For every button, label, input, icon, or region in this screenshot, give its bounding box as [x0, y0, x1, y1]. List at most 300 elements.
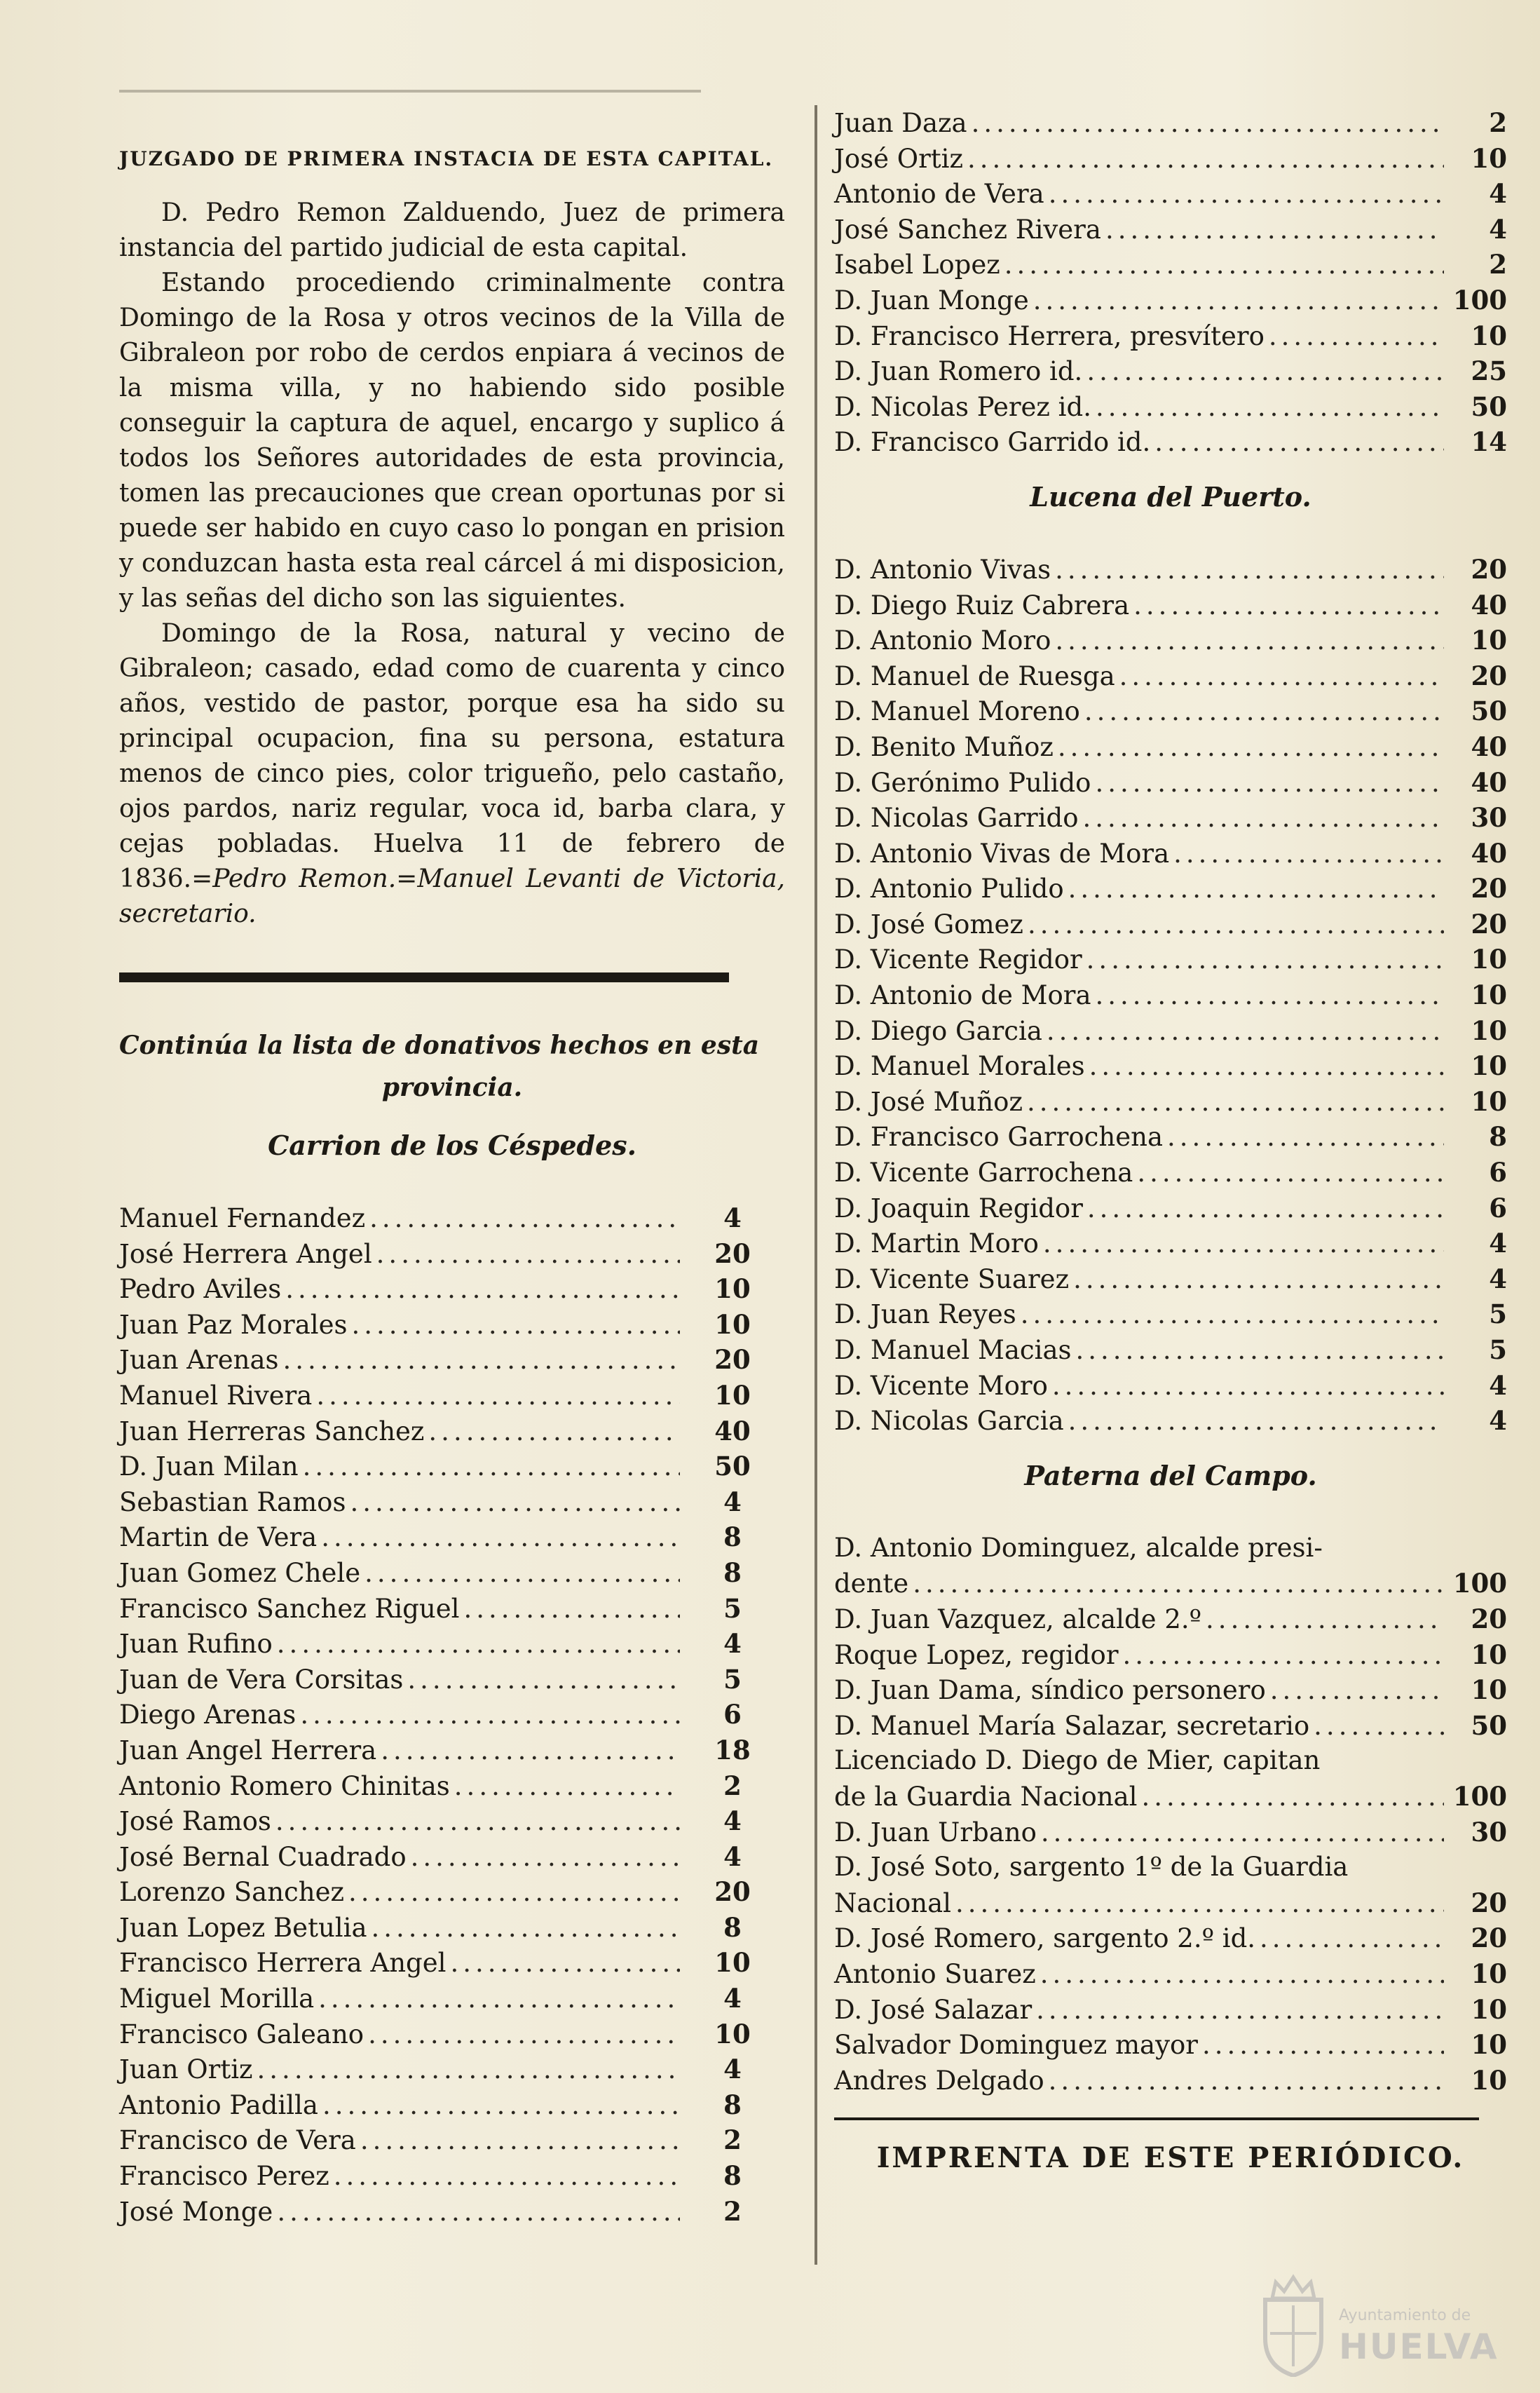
item-name: José Monge — [119, 2196, 273, 2227]
item-name: Juan Ortiz — [119, 2054, 253, 2085]
leader-dots — [403, 1662, 680, 1698]
item-amount: 2 — [1489, 249, 1507, 280]
item-name: D. Manuel de Ruesga — [834, 660, 1115, 691]
item-name: D. José Gomez — [834, 909, 1023, 940]
item-name: Francisco Galeano — [119, 2019, 364, 2049]
list-item-multiline — [834, 1531, 1507, 1566]
list-item — [834, 1779, 1507, 1815]
list-item — [834, 1403, 1507, 1439]
leader-dots — [1083, 1191, 1444, 1227]
item-name: Juan Rufino — [119, 1629, 273, 1660]
item-amount: 18 — [714, 1734, 751, 1765]
list-item — [834, 1368, 1507, 1404]
item-amount: 20 — [714, 1344, 751, 1376]
leader-dots — [1085, 1049, 1444, 1085]
item-amount: 6 — [1489, 1192, 1507, 1223]
item-name: D. Vicente Moro — [834, 1370, 1048, 1401]
leader-dots — [367, 1911, 680, 1946]
list-item — [119, 1449, 785, 1484]
edict-paragraph-2: Estando procediendo criminalmente contra Domingo de la Rosa y otros vecinos de la Villa de Gibraleon por robo de cerdos enpiara á vecinos de la misma villa, y no habiendo sido posible conseguir la captura de aquel, encargo y suplico á todos los Señores autoridades de esta provincia, tomen las precauciones que crean oportunas por si puede ser habido en cuyo caso lo pongan en prision y conduzcan hasta esta real cárcel á mi disposicion, y las señas del dicho son las siguientes. — [119, 269, 785, 613]
list-item — [834, 1815, 1507, 1850]
item-name: Roque Lopez, regidor — [834, 1639, 1119, 1670]
leader-dots — [951, 1886, 1444, 1922]
list-item — [834, 318, 1507, 354]
item-amount: 4 — [723, 1840, 742, 1872]
signature-lead: = — [191, 865, 213, 893]
list-item — [119, 2052, 785, 2087]
item-amount: 40 — [1471, 589, 1507, 621]
leader-dots — [273, 1627, 680, 1662]
list-item — [119, 1733, 785, 1768]
list-item — [119, 2087, 785, 2123]
item-name: Andres Delgado — [834, 2065, 1044, 2096]
item-amount: 4 — [1489, 213, 1507, 245]
item-amount: 10 — [1471, 1085, 1507, 1117]
leader-dots — [459, 1592, 680, 1627]
leader-dots — [1072, 1333, 1444, 1369]
item-name: Antonio Padilla — [119, 2089, 318, 2120]
item-amount: 20 — [714, 1876, 751, 1908]
item-name: Francisco Herrera Angel — [119, 1948, 447, 1979]
item-amount: 2 — [1489, 107, 1507, 138]
item-amount: 30 — [1471, 1816, 1507, 1848]
item-amount: 8 — [723, 2160, 742, 2192]
leader-dots — [1265, 319, 1444, 355]
item-amount: 4 — [1489, 178, 1507, 210]
item-name-line1: D. José Soto, sargento 1º de la Guardia — [834, 1852, 1349, 1883]
item-amount: 25 — [1471, 355, 1507, 387]
edict-signature: Pedro Remon.=Manuel Levanti de Victoria, secretario. — [119, 865, 785, 928]
list-item — [119, 1200, 785, 1236]
leader-dots — [1044, 177, 1444, 212]
item-amount: 4 — [723, 2054, 742, 2085]
list-item — [834, 588, 1507, 623]
leader-dots — [1016, 1297, 1444, 1333]
list-item-multiline — [834, 1850, 1507, 1885]
item-name: D. Manuel María Salazar, secretario — [834, 1710, 1310, 1741]
item-name: Francisco Sanchez Riguel — [119, 1593, 460, 1624]
list-item — [834, 1296, 1507, 1332]
item-name: Juan Arenas — [119, 1345, 279, 1376]
list-item — [119, 2016, 785, 2052]
item-amount: 10 — [1471, 2064, 1507, 2096]
watermark — [1255, 2272, 1499, 2377]
item-amount: 10 — [1471, 1639, 1507, 1670]
list-item — [119, 1874, 785, 1910]
item-amount: 20 — [714, 1238, 751, 1269]
item-name: Juan Lopez Betulia — [119, 1912, 367, 1943]
item-name: José Bernal Cuadrado — [119, 1841, 407, 1872]
list-item — [834, 2063, 1507, 2099]
item-amount: 50 — [1471, 696, 1507, 727]
item-amount: 10 — [1471, 1993, 1507, 2025]
item-name: D. Vicente Suarez — [834, 1263, 1070, 1294]
item-name: D. Nicolas Garcia — [834, 1406, 1064, 1437]
list-item — [834, 1672, 1507, 1708]
item-amount: 2 — [723, 2195, 742, 2227]
leader-dots — [1042, 1014, 1444, 1050]
list-item — [834, 176, 1507, 212]
leader-dots — [273, 2195, 680, 2230]
list-item — [834, 389, 1507, 425]
item-name: D. Martin Moro — [834, 1228, 1039, 1259]
left-column — [119, 91, 785, 2229]
list-item — [834, 1956, 1507, 1992]
leader-dots — [446, 1946, 680, 1981]
item-amount: 10 — [1471, 1015, 1507, 1046]
list-item — [834, 1637, 1507, 1673]
item-amount: 4 — [1489, 1263, 1507, 1294]
item-name: D. José Romero, sargento 2.º id. — [834, 1923, 1256, 1954]
list-item — [834, 907, 1507, 942]
list-item — [834, 141, 1507, 177]
item-amount: 8 — [1489, 1121, 1507, 1153]
list-item — [834, 1084, 1507, 1120]
list-item — [834, 1155, 1507, 1191]
item-name: D. Juan Vazquez, alcalde 2.º — [834, 1604, 1202, 1634]
item-amount: 8 — [723, 1557, 742, 1588]
list-item — [834, 552, 1507, 588]
donations-list-carrion — [119, 1200, 785, 2229]
item-name: D. Diego Garcia — [834, 1015, 1042, 1046]
list-item — [119, 1555, 785, 1591]
item-amount: 100 — [1452, 1568, 1507, 1599]
item-name: D. Juan Urbano — [834, 1817, 1037, 1848]
leader-dots — [1169, 836, 1444, 872]
list-item — [834, 2027, 1507, 2063]
item-amount: 20 — [1471, 1923, 1507, 1954]
leader-dots — [1115, 659, 1444, 695]
item-name: Isabel Lopez — [834, 250, 1000, 280]
item-amount: 40 — [1471, 731, 1507, 762]
item-name: Juan Paz Morales — [119, 1309, 348, 1340]
list-item — [119, 1414, 785, 1449]
section-rule — [119, 972, 729, 982]
leader-dots — [1082, 942, 1444, 978]
item-amount: 4 — [723, 1486, 742, 1517]
item-amount: 10 — [1471, 1050, 1507, 1082]
item-name: D. Antonio Vivas de Mora — [834, 838, 1170, 869]
list-item — [834, 1708, 1507, 1744]
item-amount: 8 — [723, 1521, 742, 1553]
item-name: D. Nicolas Perez id. — [834, 391, 1091, 422]
item-amount: 10 — [714, 2018, 751, 2049]
item-name: D. Manuel Macias — [834, 1335, 1072, 1365]
item-amount: 4 — [723, 1202, 742, 1233]
edict-paragraph-1: D. Pedro Remon Zalduendo, Juez de primera instancia del partido judicial de esta capital. — [119, 198, 785, 262]
list-item — [834, 283, 1507, 318]
list-item — [834, 623, 1507, 658]
item-amount: 50 — [714, 1451, 751, 1482]
item-name: D. Antonio Vivas — [834, 554, 1051, 585]
leader-dots — [1039, 1226, 1444, 1262]
leader-dots — [1064, 1404, 1444, 1439]
leader-dots — [1079, 801, 1444, 836]
leader-dots — [347, 1308, 680, 1343]
imprint: IMPRENTA DE ESTE PERIÓDICO. — [876, 2141, 1465, 2175]
item-amount: 4 — [723, 1983, 742, 2014]
item-amount: 10 — [1471, 625, 1507, 656]
leader-dots — [318, 2088, 680, 2124]
leader-dots — [1080, 694, 1444, 730]
item-amount: 5 — [723, 1592, 742, 1624]
list-item — [119, 1662, 785, 1697]
item-amount: 20 — [1471, 1887, 1507, 1918]
item-amount: 100 — [1452, 284, 1507, 316]
watermark-small-text: Ayuntamiento de — [1339, 2307, 1471, 2324]
item-amount: 10 — [714, 1308, 751, 1340]
item-amount: 20 — [1471, 873, 1507, 904]
leader-dots — [407, 1840, 680, 1876]
watermark-big-text: HUELVA — [1339, 2326, 1499, 2367]
item-amount: 40 — [714, 1415, 751, 1446]
leader-dots — [1036, 1957, 1444, 1993]
item-amount: 10 — [714, 1273, 751, 1305]
list-item — [119, 1591, 785, 1627]
list-item — [834, 1013, 1507, 1049]
leader-dots — [360, 1556, 680, 1592]
item-name: D. Antonio Pulido — [834, 874, 1064, 904]
item-amount: 5 — [1489, 1334, 1507, 1365]
item-name: José Herrera Angel — [119, 1238, 372, 1269]
item-name: Antonio Romero Chinitas — [119, 1770, 450, 1801]
list-item — [834, 1885, 1507, 1921]
leader-dots — [281, 1272, 680, 1308]
list-item — [834, 1119, 1507, 1155]
leader-dots — [317, 1520, 680, 1556]
item-amount: 20 — [1471, 660, 1507, 691]
list-item — [834, 353, 1507, 389]
leader-dots — [1266, 1673, 1444, 1709]
item-amount: 6 — [723, 1699, 742, 1730]
item-name: D. Manuel Morales — [834, 1051, 1085, 1082]
leader-dots — [1044, 2063, 1444, 2099]
item-amount: 10 — [714, 1947, 751, 1979]
leader-dots — [346, 1485, 680, 1521]
item-amount: 10 — [1471, 979, 1507, 1011]
list-item — [834, 729, 1507, 765]
item-name: Antonio de Vera — [834, 179, 1044, 210]
leader-dots — [1029, 283, 1444, 319]
list-item — [834, 800, 1507, 836]
item-name: D. Juan Milan — [119, 1451, 299, 1482]
item-amount: 14 — [1471, 426, 1507, 458]
leader-dots — [1091, 978, 1444, 1014]
leader-dots — [1023, 907, 1444, 943]
list-item — [834, 1048, 1507, 1084]
list-item — [119, 1945, 785, 1981]
item-name: dente — [834, 1568, 909, 1599]
item-name: D. Gerónimo Pulido — [834, 767, 1091, 798]
item-name: Salvador Dominguez mayor — [834, 2030, 1198, 2061]
leader-dots — [1129, 588, 1444, 624]
item-name: D. Vicente Regidor — [834, 944, 1082, 975]
item-name: Miguel Morilla — [119, 1984, 315, 2014]
item-amount: 10 — [1471, 944, 1507, 975]
list-item — [834, 212, 1507, 248]
leader-dots — [1082, 354, 1444, 390]
list-item — [834, 105, 1507, 141]
leader-dots — [424, 1414, 680, 1450]
item-name-line1: D. Antonio Dominguez, alcalde presi- — [834, 1532, 1323, 1563]
item-name: D. Francisco Herrera, presvítero — [834, 320, 1265, 351]
leader-dots — [1119, 1638, 1444, 1674]
city-shield-icon — [1255, 2272, 1332, 2377]
item-amount: 100 — [1452, 1780, 1507, 1812]
donations-list-lucena — [834, 552, 1507, 1439]
item-amount: 20 — [1471, 553, 1507, 585]
item-name: D. Juan Romero id. — [834, 356, 1083, 387]
leader-dots — [344, 1875, 680, 1911]
item-amount: 4 — [1489, 1369, 1507, 1401]
leader-dots — [1000, 248, 1444, 283]
item-amount: 30 — [1471, 802, 1507, 834]
leader-dots — [963, 142, 1444, 177]
list-item — [119, 1839, 785, 1875]
item-name: Martin de Vera — [119, 1522, 318, 1553]
item-amount: 20 — [1471, 1603, 1507, 1634]
list-item — [119, 1271, 785, 1307]
item-amount: 4 — [723, 1805, 742, 1837]
list-item — [834, 871, 1507, 907]
list-item — [119, 1981, 785, 2016]
item-amount: 40 — [1471, 837, 1507, 869]
list-item — [119, 1307, 785, 1343]
leader-dots — [1150, 425, 1444, 461]
item-amount: 4 — [723, 1628, 742, 1660]
leader-dots — [279, 1343, 681, 1378]
leader-dots — [1201, 1602, 1444, 1638]
item-name: Juan de Vera Corsitas — [119, 1664, 404, 1695]
right-column — [834, 105, 1507, 2174]
list-item — [119, 1378, 785, 1414]
list-item — [834, 836, 1507, 872]
leader-dots — [908, 1566, 1444, 1602]
list-item — [834, 1226, 1507, 1261]
list-item — [119, 1342, 785, 1378]
list-item-multiline — [834, 1743, 1507, 1779]
court-heading: JUZGADO DE PRIMERA INSTACIA DE ESTA CAPITAL. — [119, 147, 774, 170]
leader-dots — [299, 1449, 680, 1485]
item-amount: 8 — [723, 1911, 742, 1943]
donations-list-carrion-continued — [834, 105, 1507, 460]
item-name: Sebastian Ramos — [119, 1486, 346, 1517]
leader-dots — [1048, 1369, 1444, 1404]
leader-dots — [1091, 766, 1444, 801]
item-name: D. Juan Reyes — [834, 1299, 1016, 1330]
list-item — [119, 1910, 785, 1946]
item-amount: 4 — [1489, 1228, 1507, 1259]
leader-dots — [364, 2017, 680, 2053]
item-name: Manuel Fernandez — [119, 1203, 366, 1233]
list-item — [834, 765, 1507, 801]
item-name: D. Manuel Moreno — [834, 696, 1080, 727]
item-amount: 10 — [714, 1379, 751, 1411]
list-item — [834, 1332, 1507, 1368]
item-amount: 6 — [1489, 1157, 1507, 1188]
leader-dots — [1064, 872, 1444, 907]
leader-dots — [1255, 1921, 1444, 1957]
item-name: Diego Arenas — [119, 1700, 297, 1730]
edict-paragraph-3-text: Domingo de la Rosa, natural y vecino de Gibraleon; casado, edad como de cuarenta y cinco años, vestido de pastor, porque esa ha sido su principal ocupacion, fina su persona, estatura menos de cinco pies, color trigueño, pelo castaño, ojos pardos, nariz regular, voca id, barba clara, y cejas pobladas. Huelva 11 de febrero de 1836. — [119, 619, 785, 893]
item-name: Manuel Rivera — [119, 1380, 313, 1411]
leader-dots — [296, 1697, 680, 1733]
leader-dots — [1069, 1262, 1444, 1298]
item-name: José Sanchez Rivera — [834, 214, 1101, 245]
item-amount: 5 — [1489, 1299, 1507, 1330]
list-item — [834, 1566, 1507, 1601]
item-name-line1: Licenciado D. Diego de Mier, capitan — [834, 1745, 1321, 1776]
leader-dots — [967, 106, 1444, 142]
item-amount: 2 — [723, 1770, 742, 1801]
section-title-lucena: Lucena del Puerto. — [1030, 480, 1311, 513]
list-item — [119, 1803, 785, 1839]
leader-dots — [1091, 390, 1444, 426]
item-name: D. Juan Dama, síndico personero — [834, 1675, 1266, 1706]
list-item — [834, 693, 1507, 729]
leader-dots — [1309, 1709, 1444, 1744]
item-amount: 40 — [1471, 766, 1507, 798]
item-amount: 20 — [1471, 908, 1507, 940]
item-amount: 8 — [723, 2089, 742, 2120]
item-name: D. Nicolas Garrido — [834, 803, 1079, 834]
item-name: José Ortiz — [834, 143, 963, 174]
leader-dots — [1037, 1815, 1444, 1851]
leader-dots — [271, 1804, 680, 1840]
section-title-paterna: Paterna del Campo. — [1024, 1459, 1317, 1491]
item-name: Juan Angel Herrera — [119, 1735, 377, 1765]
list-item — [119, 1626, 785, 1662]
item-name: Antonio Suarez — [834, 1958, 1036, 1989]
leader-dots — [1198, 2028, 1444, 2063]
item-amount: 10 — [1471, 320, 1507, 351]
end-rule — [834, 2117, 1479, 2120]
list-item — [834, 247, 1507, 283]
item-amount: 10 — [1471, 1958, 1507, 1989]
edict-paragraph-3 — [119, 616, 785, 932]
leader-dots — [253, 2052, 680, 2088]
item-name: José Ramos — [119, 1806, 271, 1837]
leader-dots — [1054, 730, 1444, 766]
donations-title-line1: Continúa la lista de donativos hechos en esta — [119, 1031, 760, 1060]
list-item — [834, 1920, 1507, 1956]
leader-dots — [1101, 212, 1444, 248]
leader-dots — [1137, 1780, 1444, 1815]
item-name: Juan Gomez Chele — [119, 1557, 361, 1588]
list-item — [834, 424, 1507, 460]
list-item — [119, 1768, 785, 1804]
item-name: D. Juan Monge — [834, 285, 1029, 316]
list-item — [834, 658, 1507, 694]
item-name: Francisco de Vera — [119, 2125, 356, 2156]
item-amount: 10 — [1471, 142, 1507, 174]
column-divider — [815, 105, 817, 2265]
list-item — [834, 1191, 1507, 1226]
item-name: D. Francisco Garrido id. — [834, 427, 1151, 458]
list-item — [834, 977, 1507, 1013]
item-amount: 4 — [1489, 1405, 1507, 1437]
list-item — [119, 2122, 785, 2158]
leader-dots — [372, 1237, 680, 1273]
item-name: Francisco Perez — [119, 2161, 329, 2192]
list-item — [834, 942, 1507, 977]
section-title-carrion: Carrion de los Céspedes. — [268, 1130, 636, 1161]
leader-dots — [1023, 1085, 1444, 1120]
item-name: D. Benito Muñoz — [834, 731, 1054, 762]
leader-dots — [356, 2123, 680, 2159]
leader-dots — [1051, 623, 1444, 659]
item-amount: 5 — [723, 1663, 742, 1695]
